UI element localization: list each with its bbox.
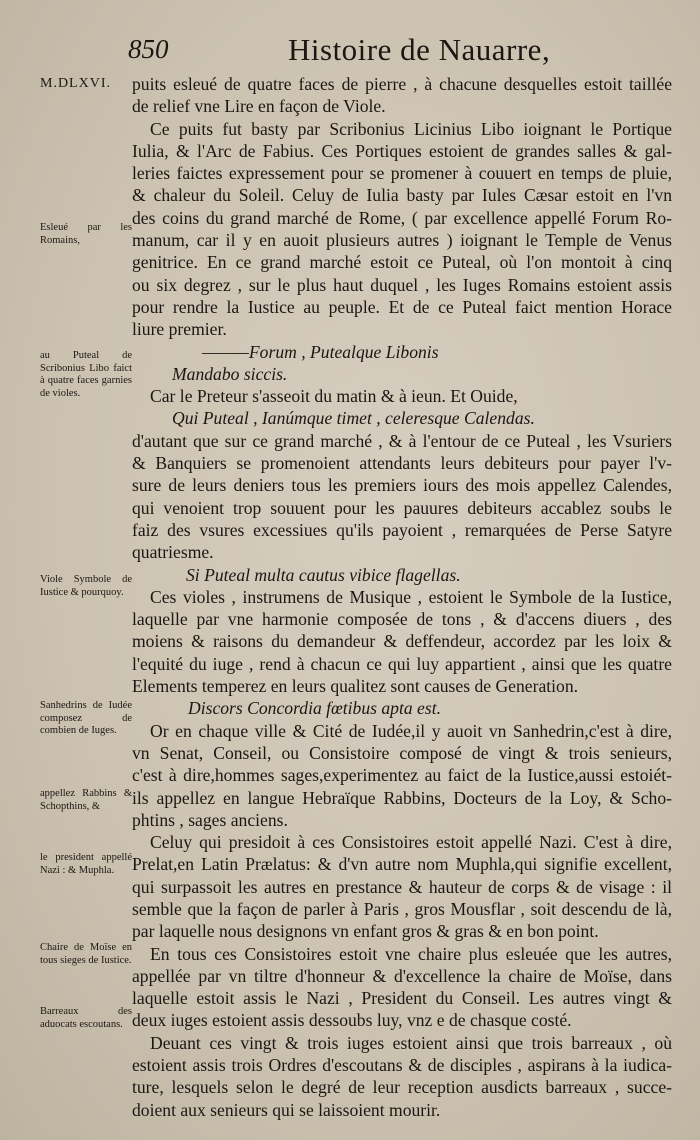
text-line: liure premier. [132,319,227,340]
text-line: semble que la façon de parler à Paris , gros Mousflar , soit descendu de là, [132,898,672,919]
text-line: Prelat,en Latin Prælatus: & d'vn autre nom Muphla,qui signifie excellent, [132,854,672,875]
quotation-line: Qui Puteal , Ianúmque timet , celeresque Calendas. [172,408,535,429]
text-line: de relief vne Lire en façon de Viole. [132,96,386,117]
text-line: & chaleur du Soleil. Celuy de Iulia basty par Iules Cæsar estoit en l'vn [132,185,672,206]
text-line: par laquelle nous designons vn enfant gros & gras & en bon point. [132,921,599,942]
text-line: Celuy qui presidoit à ces Consistoires estoit appellé Nazi. C'est à dire, [150,832,672,853]
text-line: Iulia, & l'Arc de Fabius. Ces Portiques estoient de grandes salles & gal- [132,140,672,161]
text-line: Ce puits fut basty par Scribonius Licinius Libo ioignant le Portique [150,118,672,139]
text-line: des coins du grand marché de Rome, ( par excellence appellé Forum Ro- [132,207,672,228]
text-line: Or en chaque ville & Cité de Iudée,il y auoit vn Sanhedrin,c'est à dire, [150,720,672,741]
margin-note: Viole Symbole de Iustice & pourquoy. [40,574,132,598]
text-line: phtins , sages anciens. [132,809,288,830]
text-line: l'equité du iuge , rend à chacun ce qui luy appartient , ainsi que les quatre [132,653,672,674]
margin-note: Esleué par les Romains, [40,222,132,246]
margin-note: au Puteal de Scribonius Libo faict à quatre faces garnies de violes. [40,350,132,399]
text-line: moiens & raisons du demandeur & deffendeur, accordez par les loix & [132,631,672,652]
text-line: c'est à dire,hommes sages,experimentez au faict de la Iustice,aussi estoiét- [132,765,672,786]
text-line: ils appellez en langue Hebraïque Rabbins, Docteurs de la Loy, & Scho- [132,787,672,808]
text-line: leries faictes expressement pour se promener à couuert en temps de pluie, [132,163,672,184]
text-line: qui surpassoit les autres en prestance & hauteur de corps & de visage : il [132,876,672,897]
text-line: laquelle par vne harmonie composée de tons , & d'accens diuers , des [132,609,672,630]
text-line: quatriesme. [132,542,214,563]
text-line: laquelle estoit assis le Nazi , President du Conseil. Les autres vingt & [132,988,672,1009]
year-marginal: M.DLXVI. [40,76,111,91]
text-line: faiz des vsures excessiues qu'ils payoient , remarquées de Perse Satyre [132,519,672,540]
text-line: En tous ces Consistoires estoit vne chaire plus esleuée que les autres, [150,943,672,964]
quotation-line: ———Forum , Putealque Libonis [202,341,439,362]
margin-note: Sanhedrins de Iudée composez de combien de Iuges. [40,700,132,736]
margin-note: appellez Rabbins & Schopthins, & [40,788,132,812]
body-text [132,73,672,1121]
text-line: sure de leurs deniers tous les premiers iours des mois appellez Calendes, [132,475,672,496]
text-line: Ces violes , instrumens de Musique , estoient le Symbole de la Iustice, [150,586,672,607]
text-line: d'autant que sur ce grand marché , & à l'entour de ce Puteal , les Vsuriers [132,430,672,451]
text-line: estoient assis trois Ordres d'escoutans & de disciples , aspirans à la iudica- [132,1055,672,1076]
quotation-line: Si Puteal multa cautus vibice flagellas. [186,564,461,585]
margin-note: Barreaux des aduocats escoutans. [40,1006,132,1030]
text-line: Elements temperez en leurs qualitez sont causes de Generation. [132,676,579,697]
quotation-line: Mandabo siccis. [172,363,288,384]
text-line: ou six degrez , sur le plus haut duquel , les Iuges Romains estoient assis [132,274,672,295]
text-line: Car le Preteur s'asseoit du matin & à ieun. Et Ouide, [150,386,518,407]
page-header [0,34,700,74]
text-line: appellée par vn tiltre d'honneur & d'excellence la chaire de Moïse, dans [132,965,672,986]
text-line: deux iuges estoient assis dessoubs luy, vnz e de chasque costé. [132,1010,572,1031]
text-line: genitrice. En ce grand marché estoit ce Puteal, où l'on montoit à cinq [132,252,672,273]
text-line: pour rendre la Iustice au peuple. Et de ce Puteal faict mention Horace [132,296,672,317]
page-number: 850 [128,34,169,64]
text-line: doient aux senieurs qui se laissoient mourir. [132,1099,441,1120]
running-title: Histoire de Nauarre, [288,32,551,67]
text-line: Deuant ces vingt & trois iuges estoient ainsi que trois barreaux , où [150,1032,672,1053]
text-line: & Banquiers se promenoient attendants leurs debiteurs pour payer l'v- [132,453,672,474]
margin-note: Chaire de Moïse en tous sieges de Iustice. [40,942,132,966]
quotation-line: Discors Concordia fœtibus apta est. [188,698,442,719]
text-line: puits esleué de quatre faces de pierre , à chacune desquelles estoit taillée [132,74,672,94]
text-line: qui venoient trop souuent pour les pauures debiteurs accablez soubs le [132,497,672,518]
text-line: manum, car il y en auoit plusieurs autres ) ioignant le Temple de Venus [132,230,672,251]
text-line: vn Senat, Conseil, ou Consistoire composé de vingt & trois senieurs, [132,742,672,763]
text-line: ture, lesquels selon le degré de leur reception ausdicts barreaux , succe- [132,1077,672,1098]
margin-note: le president appellé Nazi : & Muphla. [40,852,132,876]
